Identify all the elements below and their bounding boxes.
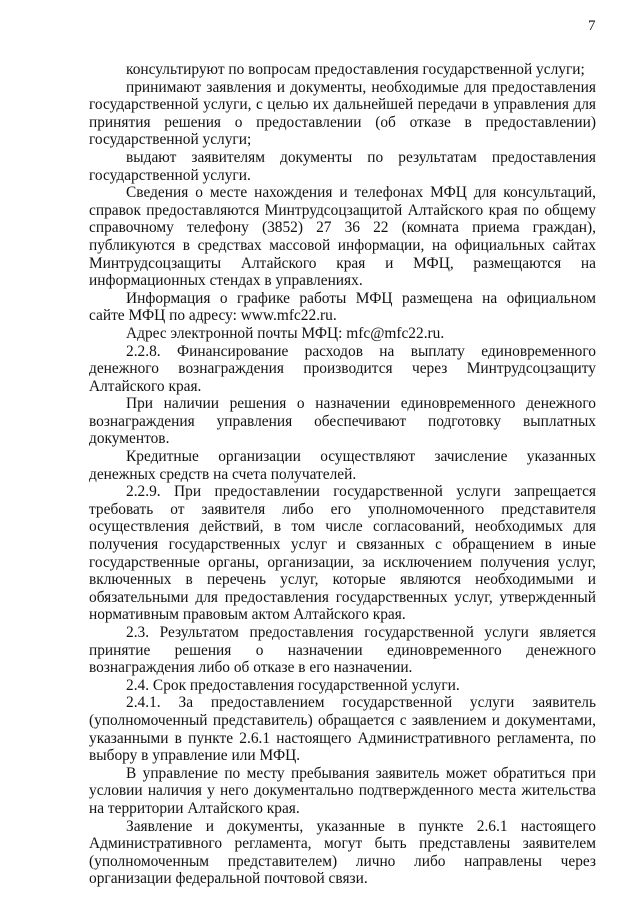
paragraph-issue-documents: выдают заявителям документы по результатам предоставления государственной услуги. (89, 148, 596, 184)
page-number: 7 (588, 18, 596, 34)
paragraph-2-4-1: 2.4.1. За предоставлением государственной услуги заявитель (уполномоченный представитель) обращается с заявлением и документами, указанными в пункте 2.6.1 настоящего Административного регламента, по выбору в управление или МФЦ. (89, 694, 596, 765)
paragraph-postal-submission: Заявление и документы, указанные в пункте 2.6.1 настоящего Административного регламента, могут быть представлены заявителем (уполномоченным представителем) лично либо направлены через организации федеральной почтовой связи. (89, 817, 596, 888)
paragraph-mfc-contacts: Сведения о месте нахождения и телефонах МФЦ для консультаций, справок предоставляются Минтрудсоцзащитой Алтайского края по общему справочному телефону (3852) 27 36 22 (комната приема граждан), публикуются в средствах массовой информации, на официальных сайтах Минтрудсоцзащиты Алтайского края и МФЦ, размещаются на информационных стендах в управлениях. (89, 184, 596, 290)
paragraph-place-of-stay: В управление по месту пребывания заявитель может обратиться при условии наличия у него документально подтвержденного места жительства на территории Алтайского края. (89, 764, 596, 817)
paragraph-2-4: 2.4. Срок предоставления государственной услуги. (126, 676, 460, 694)
paragraph-2-2-8: 2.2.8. Финансирование расходов на выплату единовременного денежного вознаграждения производится через Минтрудсоцзащиту Алтайского края. (89, 342, 596, 395)
paragraph-2-3: 2.3. Результатом предоставления государственной услуги является принятие решения о назначении единовременного денежного вознаграждения либо об отказе в его назначении. (89, 624, 596, 677)
paragraph-mfc-schedule: Информация о графике работы МФЦ размещена на официальном сайте МФЦ по адресу: www.mfc22.ru. (89, 289, 596, 325)
paragraph-mfc-email: Адрес электронной почты МФЦ: mfc@mfc22.ru. (126, 324, 445, 342)
paragraph-credit-organizations: Кредитные организации осуществляют зачисление указанных денежных средств на счета получателей. (89, 448, 596, 483)
paragraph-accept-applications: принимают заявления и документы, необходимые для предоставления государственной услуги, с целью их дальнейшей передачи в управления для принятия решения о предоставлении (об отказе в предоставлении) государственной услуги; (89, 78, 596, 149)
paragraph-2-2-9: 2.2.9. При предоставлении государственной услуги запрещается требовать от заявителя либо его уполномоченного представителя осуществления действий, в том числе согласований, необходимых для получения государственных услуг и связанных с обращением в иные государственные органы, организации, за исключением получения услуг, включенных в перечень услуг, которые являются необходимыми и обязательными для предоставления государственных услуг, утвержденный нормативным правовым актом Алтайского края. (89, 483, 596, 624)
document-body (89, 61, 596, 888)
paragraph-consult: консультируют по вопросам предоставления государственной услуги; (126, 61, 585, 78)
paragraph-payment-documents: При наличии решения о назначении единовременного денежного вознаграждения управления обеспечивают подготовку выплатных документов. (89, 395, 596, 448)
